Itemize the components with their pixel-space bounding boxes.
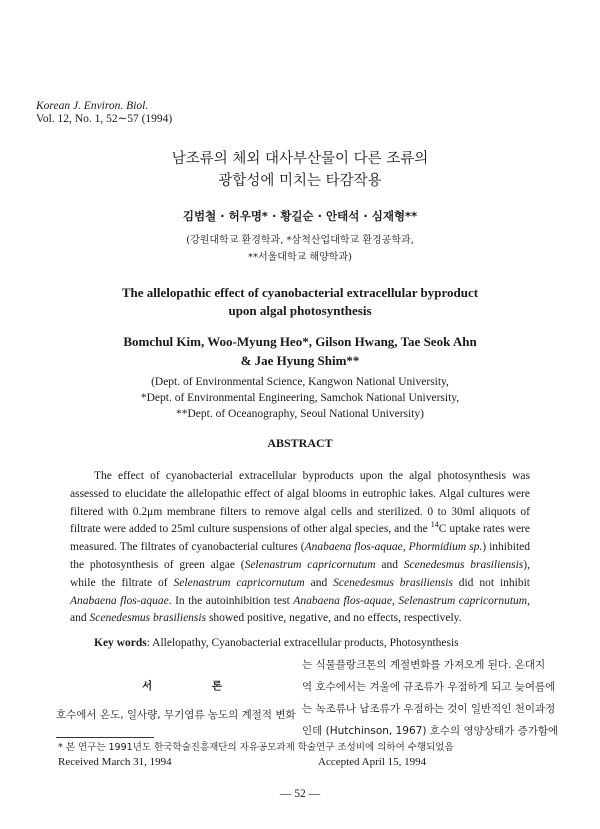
keywords-text: : Allelopathy, Cyanobacterial extracellular products, Photosynthesis bbox=[146, 637, 459, 649]
journal-name: Korean J. Environ. Biol. bbox=[36, 100, 149, 112]
abstract-text: and bbox=[70, 612, 90, 625]
intro-right-column bbox=[302, 654, 559, 742]
footnote bbox=[58, 741, 558, 769]
intro-heading: 서 론 bbox=[142, 680, 250, 692]
abstract-text: ), while the filtrate of bbox=[70, 558, 530, 589]
intro-text: 호수에서 온도, 일사량, 무기염류 농도의 계절적 변화 bbox=[56, 709, 296, 721]
abstract-paragraph bbox=[70, 468, 530, 628]
species-name: Scenedesmus brasiliensis bbox=[403, 558, 524, 571]
abstract-body bbox=[70, 468, 530, 628]
english-affiliation-line: **Dept. of Oceanography, Seoul National University) bbox=[175, 408, 425, 420]
abstract-heading: ABSTRACT bbox=[267, 436, 333, 450]
korean-affiliations bbox=[0, 232, 600, 266]
journal-volume: Vol. 12, No. 1, 52∼57 (1994) bbox=[36, 113, 173, 125]
english-affiliations bbox=[0, 374, 600, 422]
intro-line: 역 호수에서는 겨울에 규조류가 우점하게 되고 늦여름에 bbox=[302, 681, 556, 693]
english-authors-line: Bomchul Kim, Woo-Myung Heo*, Gilson Hwang, Tae Seok Ahn bbox=[123, 334, 477, 349]
keywords bbox=[94, 637, 564, 649]
species-name: Scenedesmus brasiliensis bbox=[333, 576, 453, 589]
english-affiliation-line: *Dept. of Environmental Engineering, Samchok National University, bbox=[140, 392, 460, 404]
korean-title-line: 광합성에 미치는 타감작용 bbox=[218, 173, 382, 189]
english-authors-line: & Jae Hyung Shim** bbox=[240, 353, 360, 368]
species-name: Anabaena flos-aquae, Phormidium sp. bbox=[304, 541, 483, 554]
keywords-label: Key words bbox=[94, 637, 147, 649]
abstract-text: showed positive, negative, and no effects, respectively. bbox=[206, 612, 462, 625]
english-affiliation-line: (Dept. of Environmental Science, Kangwon National University, bbox=[151, 376, 449, 388]
abstract-text: and bbox=[375, 558, 404, 571]
english-title-line: The allelopathic effect of cyanobacterial extracellular byproduct bbox=[121, 285, 479, 300]
funding-note: * 본 연구는 1991년도 한국학술진흥재단의 자유공모과제 학술연구 조성비에 의하여 수행되었음 bbox=[58, 742, 454, 753]
intro-left-column bbox=[56, 662, 308, 722]
intro-line: 는 식물플랑크톤의 계절변화를 가져오게 된다. 온대지 bbox=[302, 659, 546, 671]
korean-title-line: 남조류의 체외 대사부산물이 다른 조류의 bbox=[171, 151, 429, 167]
journal-citation bbox=[36, 100, 172, 126]
species-name: Anabaena flos-aquae, Selenastrum capricornutum, bbox=[293, 594, 530, 607]
abstract-text: ) inhibited the photosynthesis of green algae ( bbox=[70, 541, 530, 571]
korean-affiliation-line: **서울대학교 해양학과) bbox=[247, 252, 353, 263]
english-title bbox=[0, 284, 600, 320]
species-name: Anabaena flos-aquae bbox=[70, 594, 169, 607]
korean-affiliation-line: (강원대학교 환경학과, *삼척산업대학교 환경공학과, bbox=[186, 235, 414, 246]
abstract-text: C uptake rates were measured. The filtrates of cyanobacterial cultures ( bbox=[70, 523, 530, 554]
abstract-text: The effect of cyanobacterial extracellular byproducts upon the algal photosynthesis was assessed to elucidate the allelopathic effect of algal blooms in eutrophic lakes. Algal cultures were filtered with 0.2μm membrane filters to remove algal cells and sterilized. 0 to 30ml aliquots of filtrate were added to 25ml culture suspensions of other algal species, and the bbox=[70, 470, 530, 536]
page-number: — 52 — bbox=[279, 788, 321, 800]
isotope-superscript: 14 bbox=[430, 520, 439, 530]
intro-line: 는 녹조류나 남조류가 우점하는 것이 일반적인 천이과정 bbox=[302, 703, 556, 715]
species-name: Selenastrum capricornutum bbox=[244, 558, 376, 571]
korean-authors: 김범철 · 허우명* · 황길순 · 안태석 · 심재형** bbox=[182, 209, 418, 223]
accepted-date: Accepted April 15, 1994 bbox=[318, 756, 427, 768]
abstract-text: . In the autoinhibition test bbox=[168, 594, 294, 607]
footnote-divider bbox=[56, 737, 154, 738]
received-dates bbox=[58, 755, 558, 769]
english-title-line: upon algal photosynthesis bbox=[228, 303, 372, 318]
received-date: Received March 31, 1994 bbox=[58, 756, 172, 768]
species-name: Scenedesmus brasiliensis bbox=[89, 612, 207, 625]
abstract-text: did not inhibit bbox=[452, 576, 530, 589]
english-authors bbox=[0, 332, 600, 370]
species-name: Selenastrum capricornutum bbox=[173, 576, 305, 589]
intro-line: 인데 (Hutchinson, 1967) 호수의 영양상태가 증가함에 bbox=[302, 725, 559, 737]
abstract-text: and bbox=[304, 576, 334, 589]
korean-title bbox=[0, 148, 600, 192]
